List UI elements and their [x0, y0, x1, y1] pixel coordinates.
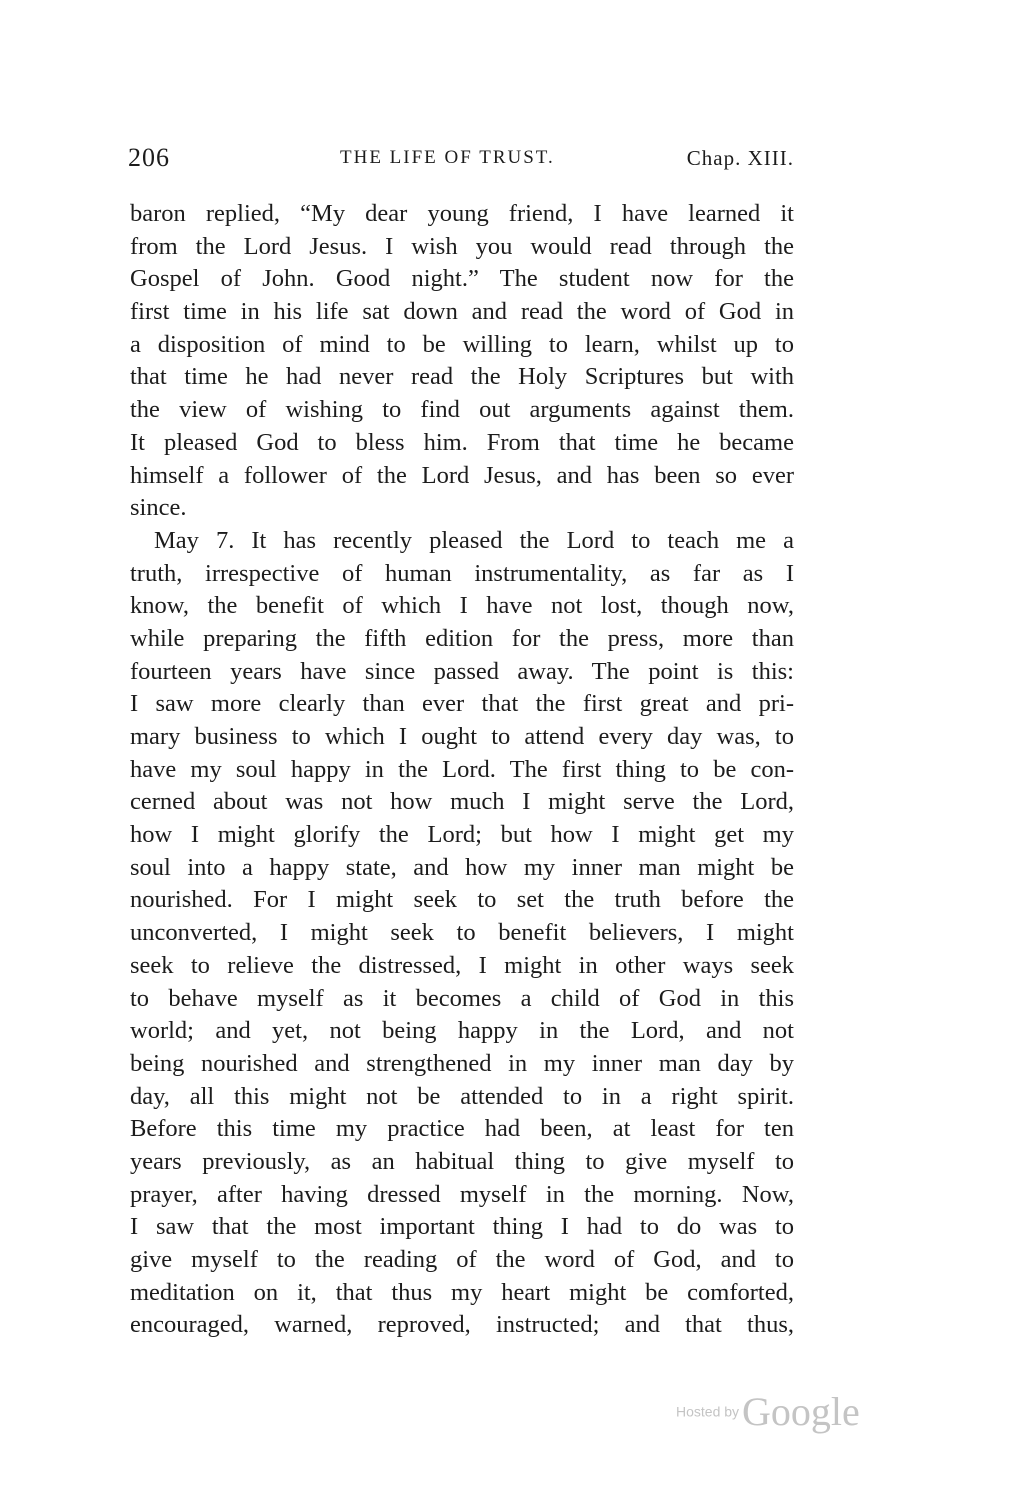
text-line: himself a follower of the Lord Jesus, and has been so ever — [130, 461, 794, 489]
text-line: Gospel of John. Good night.” The student now for the — [130, 265, 794, 293]
text-line: I saw more clearly than ever that the first great and pri- — [130, 690, 794, 718]
paragraph-2 — [130, 525, 794, 1342]
google-logo: Google — [742, 1389, 860, 1434]
text-line: a disposition of mind to be willing to learn, whilst up to — [130, 330, 794, 358]
text-line: fourteen years have since passed away. The point is this: — [130, 657, 794, 685]
text-line: baron replied, “My dear young friend, I have learned it — [130, 200, 794, 227]
text-line: have my soul happy in the Lord. The first thing to be con- — [130, 755, 794, 783]
hosted-by-google-watermark — [676, 1388, 860, 1438]
text-line: day, all this might not be attended to in a right spirit. — [130, 1082, 794, 1110]
text-line: since. — [130, 494, 187, 522]
text-line: prayer, after having dressed myself in the morning. Now, — [130, 1180, 794, 1208]
text-line: seek to relieve the distressed, I might in other ways seek — [130, 951, 794, 979]
text-line: Before this time my practice had been, at least for ten — [130, 1115, 794, 1143]
text-line: years previously, as an habitual thing to give myself to — [130, 1147, 794, 1175]
body-text — [130, 198, 794, 1342]
text-line: May 7. It has recently pleased the Lord to teach me a — [154, 526, 794, 554]
text-line: the view of wishing to find out arguments against them. — [130, 396, 794, 424]
text-line: first time in his life sat down and read the word of God in — [130, 298, 794, 326]
text-line: to behave myself as it becomes a child of God in this — [130, 984, 794, 1012]
text-line: nourished. For I might seek to set the truth before the — [130, 886, 794, 914]
text-line: know, the benefit of which I have not lost, though now, — [130, 592, 794, 620]
text-line: from the Lord Jesus. I wish you would read through the — [130, 232, 794, 260]
text-line: meditation on it, that thus my heart might be comforted, — [130, 1278, 794, 1306]
text-line: truth, irrespective of human instrumentality, as far as I — [130, 559, 794, 587]
text-line: I saw that the most important thing I had to do was to — [130, 1213, 794, 1241]
chapter-label: Chap. XIII. — [686, 146, 794, 170]
text-line: unconverted, I might seek to benefit believers, I might — [130, 919, 794, 947]
page-number: 206 — [128, 143, 170, 172]
text-line: world; and yet, not being happy in the Lord, and not — [130, 1017, 794, 1045]
text-line: while preparing the fifth edition for the press, more than — [130, 624, 794, 652]
text-line: cerned about was not how much I might serve the Lord, — [130, 788, 794, 816]
text-line: encouraged, warned, reproved, instructed; and that thus, — [130, 1311, 794, 1339]
text-line: how I might glorify the Lord; but how I might get my — [130, 821, 794, 849]
text-line: that time he had never read the Holy Scriptures but with — [130, 363, 794, 391]
running-head — [128, 141, 794, 175]
hosted-by-label: Hosted by — [676, 1403, 740, 1420]
paragraph-1 — [130, 198, 794, 525]
text-line: soul into a happy state, and how my inner man might be — [130, 853, 794, 881]
text-line: mary business to which I ought to attend every day was, to — [130, 723, 794, 750]
text-line: It pleased God to bless him. From that time he became — [130, 428, 794, 456]
book-title: THE LIFE OF TRUST. — [340, 147, 555, 168]
text-line: being nourished and strengthened in my inner man day by — [130, 1049, 794, 1077]
text-line: give myself to the reading of the word of God, and to — [130, 1246, 794, 1273]
